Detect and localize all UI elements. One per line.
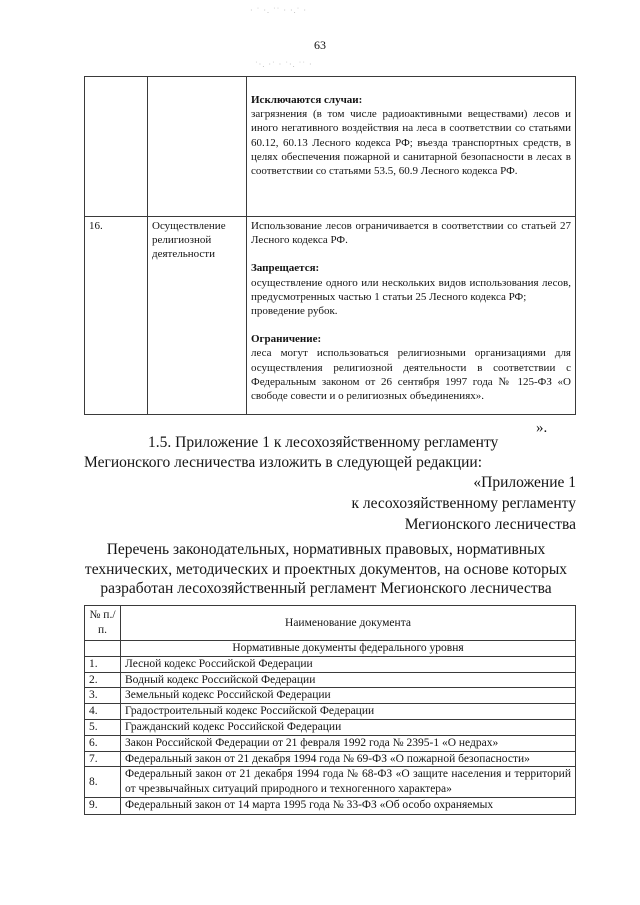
row-number: 9.	[85, 797, 121, 814]
document-name: Федеральный закон от 21 декабря 1994 года № 69-ФЗ «О пожарной безопасности»	[121, 751, 576, 767]
table-row	[85, 797, 576, 814]
table-row	[85, 77, 576, 217]
documents-table	[84, 605, 576, 815]
table-row	[85, 767, 576, 798]
row-number: 7.	[85, 751, 121, 767]
table-row	[85, 217, 576, 415]
section-number-cell	[85, 641, 121, 657]
list-heading: Перечень законодательных, нормативных правовых, нормативных технических, методических и проектных документов, на основе которых разработан лесохозяйственный регламент Мегионского лесничества	[84, 541, 568, 597]
description-cell	[247, 217, 576, 415]
restriction-text: леса могут использоваться религиозными организациями для осуществления религиозной деятельности в соответствии с Федеральным законом от 26 сентября 1997 года № 125-ФЗ «О свободе совести и о религиозных объединениях».	[251, 347, 571, 403]
row-number: 5.	[85, 719, 121, 735]
section-row	[85, 641, 576, 657]
row-number: 3.	[85, 688, 121, 704]
usage-text: Использование лесов ограничивается в соответствии со статьей 27 Лесного кодекса РФ.	[251, 220, 571, 247]
appendix-line: к лесохозяйственному регламенту	[351, 495, 576, 512]
table-row	[85, 719, 576, 735]
document-name: Лесной кодекс Российской Федерации	[121, 656, 576, 672]
document-name: Федеральный закон от 21 декабря 1994 года № 68-ФЗ «О защите населения и территорий от чрезвычайных ситуаций природного и техногенного характера»	[121, 767, 576, 798]
row-number: 16.	[85, 217, 148, 415]
row-number: 4.	[85, 704, 121, 720]
row-number: 6.	[85, 735, 121, 751]
section-title: Нормативные документы федерального уровня	[121, 641, 576, 657]
table-row	[85, 735, 576, 751]
exceptions-heading: Исключаются случаи:	[251, 94, 363, 106]
appendix-caption	[352, 472, 576, 535]
table-row	[85, 672, 576, 688]
table-header-row	[85, 606, 576, 641]
table-row	[85, 751, 576, 767]
page-number: 63	[314, 38, 326, 52]
amendment-item	[84, 433, 576, 473]
row-number: 8.	[85, 767, 121, 798]
item-text: Приложение 1 к лесохозяйственному регламенту Мегионского лесничества изложить в следующей редакции:	[84, 434, 499, 471]
column-header-name: Наименование документа	[121, 606, 576, 641]
document-name: Земельный кодекс Российской Федерации	[121, 688, 576, 704]
prohibited-item: проведение рубок.	[251, 305, 338, 318]
table-row	[85, 704, 576, 720]
prohibited-item: осуществление одного или нескольких видов использования лесов, предусмотренных частью 1 статьи 25 Лесного кодекса РФ;	[251, 276, 571, 303]
exceptions-text: загрязнения (в том числе радиоактивными веществами) лесов и иного негативного воздействия на леса в соответствии со статьями 60.12, 60.13 Лесного кодекса РФ; въезда транспортных средств, в целях обеспечения пожарной и санитарной безопасности в лесах в соответствии со статьями 53.5, 60.9 Лесного кодекса РФ.	[251, 108, 571, 178]
document-name: Водный кодекс Российской Федерации	[121, 672, 576, 688]
row-number	[85, 77, 148, 217]
activity-cell	[148, 77, 247, 217]
row-number: 2.	[85, 672, 121, 688]
description-cell	[247, 77, 576, 217]
table-row	[85, 656, 576, 672]
restriction-heading: Ограничение:	[251, 333, 322, 346]
appendix-line: Мегионского лесничества	[404, 516, 576, 533]
row-number: 1.	[85, 656, 121, 672]
prohibited-heading: Запрещается:	[251, 262, 320, 275]
scan-artifact: · ˙ ·. ˙˙ · ·.˙ ·	[250, 6, 307, 15]
item-number: 1.5.	[148, 434, 172, 451]
activity-cell: Осуществление религиозной деятельности	[148, 217, 247, 415]
closing-quote: ».	[536, 420, 548, 436]
forest-use-table	[84, 76, 576, 415]
document-name: Градостроительный кодекс Российской Федерации	[121, 704, 576, 720]
document-name: Федеральный закон от 14 марта 1995 года № 33-ФЗ «Об особо охраняемых	[121, 797, 576, 814]
appendix-line: «Приложение 1	[473, 474, 576, 491]
column-header-number: № п./п.	[85, 606, 121, 641]
document-name: Закон Российской Федерации от 21 февраля 1992 года № 2395-1 «О недрах»	[121, 735, 576, 751]
table-row	[85, 688, 576, 704]
scan-artifact: ˙·. ·˙ · ˙·. ˙˙ ·	[255, 60, 313, 69]
document-name: Гражданский кодекс Российской Федерации	[121, 719, 576, 735]
